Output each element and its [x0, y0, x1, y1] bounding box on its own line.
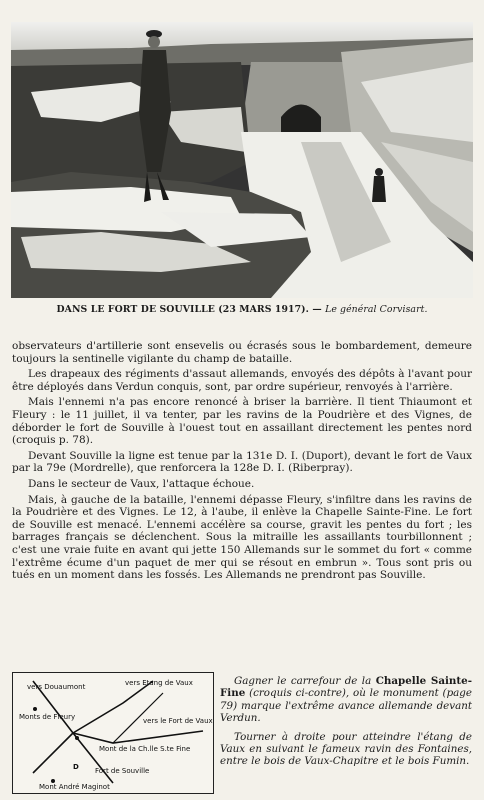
- sidebar-guide: [220, 675, 472, 774]
- map-label-douaumont: vers Douaumont: [27, 683, 86, 691]
- sketch-map-drawing: [13, 673, 213, 793]
- map-label-fort-vaux: vers le Fort de Vaux: [143, 717, 213, 725]
- main-text: [12, 340, 472, 582]
- map-label-fort: Fort de Souville: [95, 767, 150, 775]
- caption-main: DANS LE FORT DE SOUVILLE (23 MARS 1917). —: [56, 304, 322, 315]
- paragraph: Mais l'ennemi n'a pas encore renoncé à briser la barrière. Il tient Thiaumont et Fleury : le 11 juillet, il va tenter, par les ravins de la Poudrière et des Vignes, de déborder le fort de Souville à l'ouest tout en assaillant directement les pentes nord (croquis p. 78).: [12, 396, 472, 447]
- paragraph: Mais, à gauche de la bataille, l'ennemi dépasse Fleury, s'infiltre dans les ravins de la Poudrière et des Vignes. Le 12, à l'aube, il enlève la Chapelle Sainte-Fine. Le fort de Souville est menacé. L'ennemi accélère sa course, gravit les pentes du fort ; les barrages français se déclenchent. Sous la mitraille les assaillants tourbillonnent ; c'est une vraie fuite en avant qui jette 150 Allemands sur le sommet du fort « comme l'extrême écume d'un paquet de mer qui se résout en embrun ». Tous sont pris ou tués en un moment dans les fossés. Les Allemands ne prendront pas Souville.: [12, 493, 472, 582]
- photo-fort-souville: [11, 22, 473, 298]
- map-label-fleury: Monts de Fleury: [19, 713, 76, 721]
- paragraph: Dans le secteur de Vaux, l'attaque échoue.: [28, 477, 255, 490]
- sidebar-text: (croquis ci-contre), où le monument (page 79) marque l'extrême avance allemande devant Verdun.: [220, 687, 472, 725]
- svg-text:D: D: [73, 763, 79, 771]
- sidebar-paragraph-2: Tourner à droite pour atteindre l'étang de Vaux en suivant le fameux ravin des Fontaines, entre le bois de Vaux-Chapitre et le bois Fumin.: [220, 730, 472, 768]
- paragraph: Les drapeaux des régiments d'assaut allemands, envoyés des dépôts à l'avant pour être déployés dans Verdun conquis, sont, par ordre supérieur, renvoyés à l'arrière.: [12, 368, 472, 393]
- photo-caption: [0, 304, 484, 315]
- photo-illustration: [11, 22, 473, 298]
- paragraph: Devant Souville la ligne est tenue par la 131e D. I. (Duport), devant le fort de Vaux par la 79e (Mordrelle), que renforcera la 128e D. I. (Riberpray).: [12, 449, 472, 475]
- map-label-maginot: Mont André Maginot: [39, 783, 110, 791]
- sketch-map: [12, 672, 214, 794]
- map-label-etang: vers Etang de Vaux: [125, 679, 193, 687]
- caption-italic: Le général Corvisart.: [325, 304, 428, 315]
- sidebar-text: Gagner le carrefour de la: [234, 675, 376, 687]
- sidebar-bold: Chapelle Sainte-Fine: [220, 675, 472, 700]
- sidebar-paragraph-1: [220, 675, 472, 725]
- map-label-chapelle: Mont de la Ch.lle S.te Fine: [99, 745, 191, 753]
- paragraph: observateurs d'artillerie sont ensevelis ou écrasés sous le bombardement, demeure toujours la sentinelle vigilante du champ de bataille.: [12, 340, 472, 365]
